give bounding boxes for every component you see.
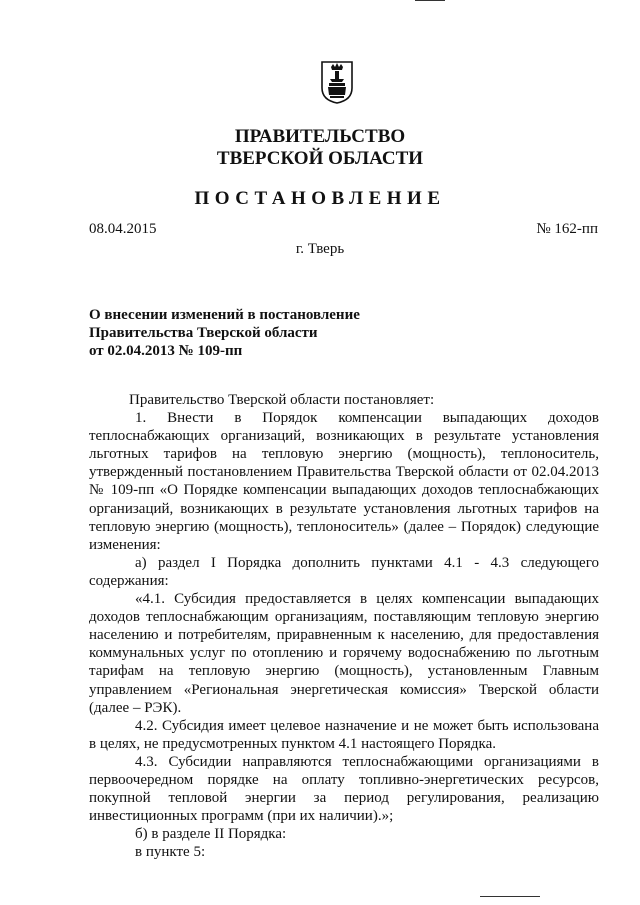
government-title-line1: ПРАВИТЕЛЬСТВО	[234, 126, 406, 147]
scan-artifact	[480, 896, 540, 897]
document-body	[89, 391, 599, 861]
document-date: 08.04.2015	[89, 221, 157, 237]
body-paragraph: б) в разделе II Порядка:	[135, 826, 287, 843]
subject-line1: О внесении изменений в постановление	[89, 307, 360, 323]
government-title-line2: ТВЕРСКОЙ ОБЛАСТИ	[216, 148, 424, 169]
document-city: г. Тверь	[295, 241, 345, 257]
body-paragraph: Правительство Тверской области постановляет:	[129, 392, 435, 408]
body-paragraph: а) раздел I Порядка дополнить пунктами 4.1 - 4.3 следующего содержания:	[89, 554, 599, 589]
tver-coat-of-arms-icon	[320, 58, 354, 104]
document-number: № 162-пп	[536, 221, 598, 237]
document-subject	[89, 306, 589, 360]
subject-line2: Правительства Тверской области	[89, 325, 318, 341]
body-paragraph: «4.1. Субсидия предоставляется в целях компенсации выпадающих доходов теплоснабжающим организациям, поставляющим тепловую энергию населению и потребителям, приравненным к населению, для предоставления коммунальных услуг по отоплению и горячему водоснабжению по льготным тарифам на тепловую энергию (мощность), установленным Главным управлением «Региональная энергетическая комиссия» Тверской области (далее – РЭК).	[89, 591, 599, 716]
body-paragraph: 1. Внести в Порядок компенсации выпадающих доходов теплоснабжающих организаций, возникающих в результате установления льготных тарифов на тепловую энергию (мощность), теплоноситель, утвержденный постановлением Правительства Тверской области от 02.04.2013 № 109-пп «О Порядке компенсации выпадающих доходов теплоснабжающих организаций, возникающих в результате установления льготных тарифов на тепловую энергию (мощность), теплоноситель» (далее – Порядок) следующие изменения:	[89, 410, 599, 553]
body-paragraph: в пункте 5:	[135, 844, 206, 861]
document-type: ПОСТАНОВЛЕНИЕ	[194, 188, 446, 209]
scan-artifact	[415, 0, 445, 1]
subject-line3: от 02.04.2013 № 109-пп	[89, 343, 243, 359]
body-paragraph: 4.3. Субсидии направляются теплоснабжающими организациями в первоочередном порядке на оплату топливно-энергетических ресурсов, покупной тепловой энергии за период регулирования, реализацию инвестиционных программ (при их наличии).»;	[89, 753, 599, 825]
body-paragraph: 4.2. Субсидия имеет целевое назначение и не может быть использована в целях, не предусмотренных пунктом 4.1 настоящего Порядка.	[89, 717, 599, 752]
